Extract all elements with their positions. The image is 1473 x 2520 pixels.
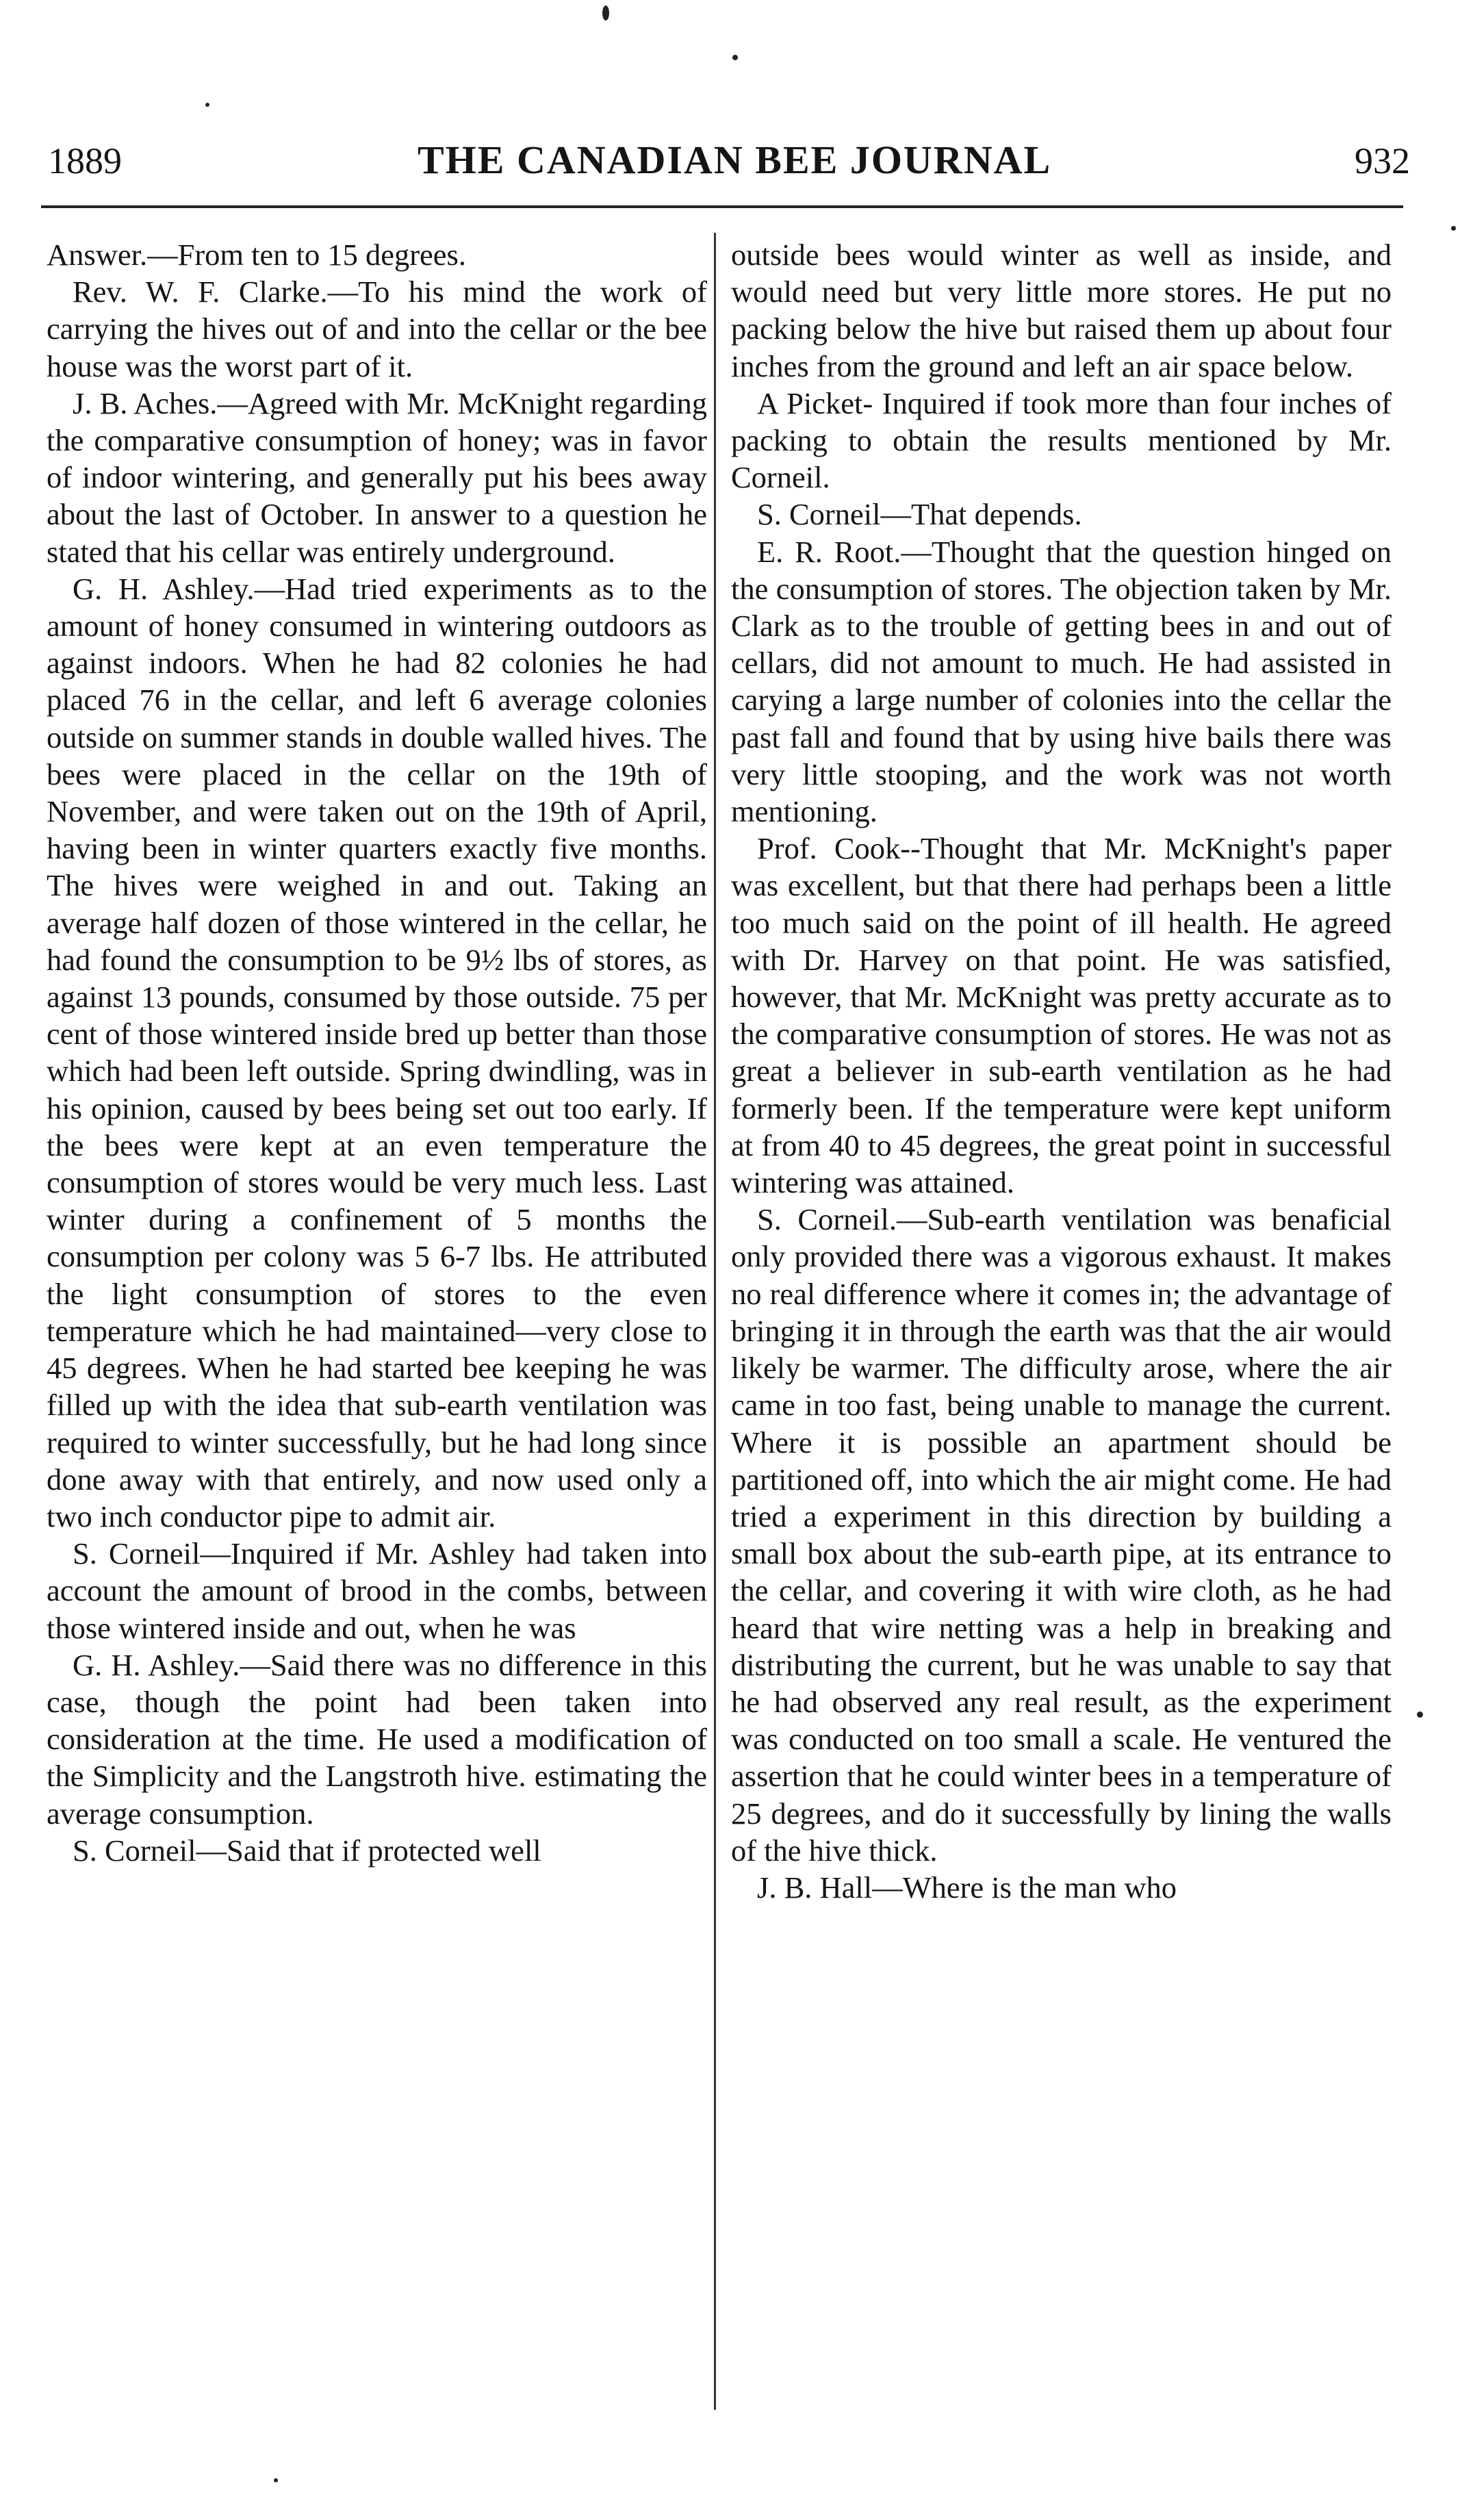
paragraph: S. Corneil.—Sub-earth ventilation was benaficial only provided there was a vigorous exhaust. It makes no real difference where it comes in; the advantage of bringing it in through the earth was that the air would likely be warmer. The difficulty arose, where the air came in too fast, being unable to manage the current. Where it is possible an apartment should be partitioned off, into which the air might come. He had tried a experiment in this direction by building a small box about the sub-earth pipe, at its entrance to the cellar, and covering it with wire cloth, as he had heard that wire netting was a help in breaking and distributing the current, but he was unable to say that he had observed any real result, as the experiment was conducted on too small a scale. He ventured the assertion that he could winter bees in a temperature of 25 degrees, and do it successfully by lining the walls of the hive thick. bbox=[731, 1202, 1392, 1868]
left-column bbox=[47, 236, 707, 1869]
paragraph: outside bees would winter as well as inside, and would need but very little more stores. He put no packing below the hive but raised them up about four inches from the ground and left an air space below. bbox=[731, 238, 1392, 383]
right-column bbox=[731, 236, 1392, 1906]
page-header bbox=[48, 130, 1410, 192]
print-speck bbox=[1451, 226, 1456, 231]
header-rule bbox=[41, 205, 1403, 208]
paragraph: Prof. Cook--Thought that Mr. McKnight's paper was excellent, but that there had perhaps been a little too much said on the point of ill health. He agreed with Dr. Harvey on that point. He was satisfied, however, that Mr. McKnight was pretty accurate as to the comparative consumption of stores. He was not as great a believer in sub-earth ventilation as he had formerly been. If the temperature were kept uniform at from 40 to 45 degrees, the great point in successful wintering was attained. bbox=[731, 831, 1392, 1200]
paragraph: Rev. W. F. Clarke.—To his mind the work of carrying the hives out of and into the cellar or the bee house was the worst part of it. bbox=[47, 275, 707, 383]
print-speck bbox=[1417, 1711, 1423, 1718]
print-speck bbox=[732, 55, 738, 60]
print-speck bbox=[205, 103, 209, 107]
paragraph: S. Corneil—That depends. bbox=[757, 497, 1082, 532]
journal-title: THE CANADIAN BEE JOURNAL bbox=[418, 138, 1052, 182]
paragraph: S. Corneil—Said that if protected well bbox=[73, 1833, 541, 1868]
paragraph: S. Corneil—Inquired if Mr. Ashley had taken into account the amount of brood in the combs, between those wintered inside and out, when he was bbox=[47, 1536, 707, 1645]
print-speck bbox=[274, 2478, 278, 2482]
paragraph: G. H. Ashley.—Said there was no difference in this case, though the point had been taken into consideration at the time. He used a modification of the Simplicity and the Langstroth hive. estimating the average consumption. bbox=[47, 1647, 707, 1831]
paragraph: E. R. Root.—Thought that the question hinged on the consumption of stores. The objection taken by Mr. Clark as to the trouble of getting bees in and out of cellars, did not amount to much. He had assisted in carying a large number of colonies into the cellar the past fall and found that by using hive bails there was very little stooping, and the work was not worth mentioning. bbox=[731, 534, 1392, 829]
paragraph: A Picket- Inquired if took more than four inches of packing to obtain the results mentioned by Mr. Corneil. bbox=[731, 385, 1392, 495]
column-divider bbox=[714, 233, 716, 2410]
paragraph: Answer.—From ten to 15 degrees. bbox=[47, 238, 467, 272]
paragraph: J. B. Aches.—Agreed with Mr. McKnight regarding the comparative consumption of honey; was in favor of indoor wintering, and generally put his bees away about the last of October. In answer to a question he stated that his cellar was entirely underground. bbox=[47, 385, 707, 569]
paragraph: G. H. Ashley.—Had tried experiments as to the amount of honey consumed in wintering outdoors as against indoors. When he had 82 colonies he had placed 76 in the cellar, and left 6 average colonies outside on summer stands in double walled hives. The bees were placed in the cellar on the 19th of November, and were taken out on the 19th of April, having been in winter quarters exactly five months. The hives were weighed in and out. Taking an average half dozen of those wintered in the cellar, he had found the consumption to be 9½ lbs of stores, as against 13 pounds, consumed by those outside. 75 per cent of those wintered inside bred up better than those which had been left outside. Spring dwindling, was in his opinion, caused by bees being set out too early. If the bees were kept at an even temperature the consumption of stores would be very much less. Last winter during a confinement of 5 months the consumption per colony was 5 6-7 lbs. He attributed the light consumption of stores to the even temperature which he had maintained—very close to 45 degrees. When he had started bee keeping he was filled up with the idea that sub-earth ventilation was required to winter successfully, but he had long since done away with that entirely, and now used only a two inch conductor pipe to admit air. bbox=[47, 571, 707, 1533]
header-year: 1889 bbox=[48, 140, 122, 181]
print-speck bbox=[602, 5, 609, 21]
paragraph: J. B. Hall—Where is the man who bbox=[757, 1870, 1177, 1905]
page-number: 932 bbox=[1355, 140, 1410, 181]
